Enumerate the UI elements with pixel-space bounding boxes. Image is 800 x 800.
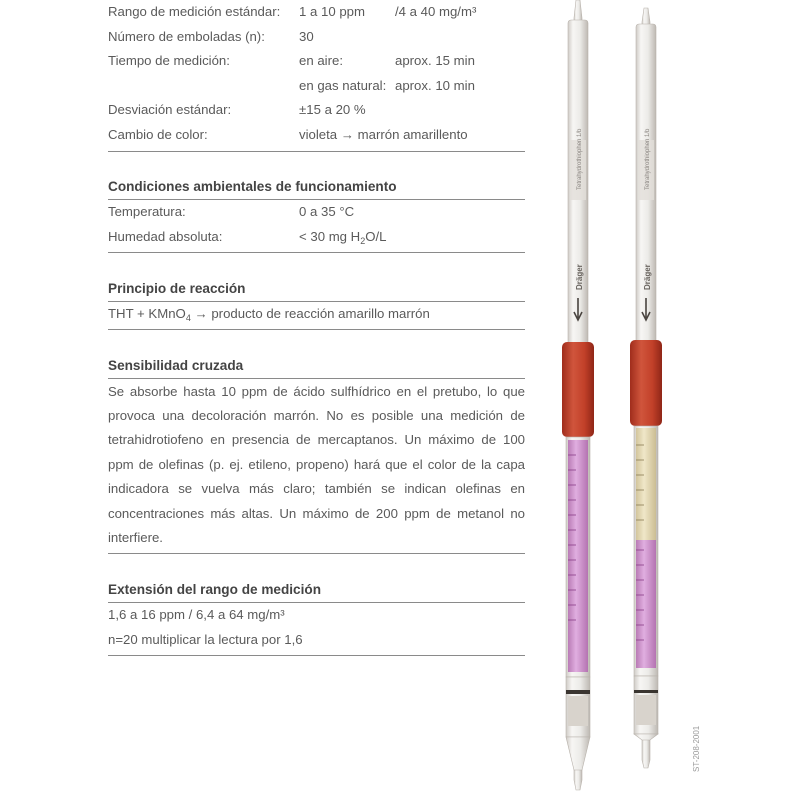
spec-sublabel: en gas natural: xyxy=(299,77,387,93)
spec-value: aprox. 10 min xyxy=(395,77,475,93)
content-column xyxy=(108,0,525,656)
spec-row-emboladas xyxy=(108,25,525,50)
divider xyxy=(108,378,525,379)
section-heading-sensibilidad: Sensibilidad cruzada xyxy=(108,357,244,373)
spec-label: Desviación estándar: xyxy=(108,102,232,117)
cond-label: Temperatura: xyxy=(108,204,186,219)
spec-row-rango xyxy=(108,0,525,25)
spec-row-tiempo-aire xyxy=(108,49,525,74)
tube-left xyxy=(562,0,594,790)
cond-label: Humedad absoluta: xyxy=(108,228,223,244)
spec-value: aprox. 15 min xyxy=(395,53,475,68)
svg-text:Tetrahydrothiophen 1/b: Tetrahydrothiophen 1/b xyxy=(645,128,651,190)
spec-value-mg: /4 a 40 mg/m³ xyxy=(395,4,477,19)
spec-value: violeta → marrón amarillento xyxy=(299,126,468,142)
spec-sublabel: en aire: xyxy=(299,53,343,68)
extension-text: 1,6 a 16 ppm / 6,4 a 64 mg/m³ xyxy=(108,607,285,623)
reaccion-row xyxy=(108,302,525,327)
sensibilidad-paragraph: Se absorbe hasta 10 ppm de ácido sulfhídrico en el pretubo, lo que provoca una decoloración marrón. No es posible una medición de tetrahidrotiofeno en presencia de mercaptanos. Un máximo de 100 ppm de olefinas (p. ej. etileno, propeno) hará que el color de la capa indicadora se vuelva más claro; también se indican olefinas en concentraciones más altas. Un máximo de 200 ppm de metanol no interfiere. xyxy=(108,383,525,545)
spec-label: Cambio de color: xyxy=(108,126,208,142)
spec-value: ±15 a 20 % xyxy=(299,102,366,117)
reaccion-text: THT + KMnO$_4$ → producto de reacción amarillo marrón xyxy=(108,306,430,323)
image-code: ST-208-2001 xyxy=(692,725,701,772)
spec-value: 1 a 10 ppm xyxy=(299,4,365,19)
section-heading-reaccion: Principio de reacción xyxy=(108,281,246,296)
svg-text:Dräger: Dräger xyxy=(643,264,652,290)
extension-text: n=20 multiplicar la lectura por 1,6 xyxy=(108,631,303,647)
section-heading-extension: Extensión del rango de medición xyxy=(108,582,322,598)
spec-label: Rango de medición estándar: xyxy=(108,4,281,19)
spec-row-tiempo-gas xyxy=(108,74,525,99)
tube-right xyxy=(630,8,662,768)
section-heading-condiciones: Condiciones ambientales de funcionamiento xyxy=(108,179,397,194)
cond-row-humedad xyxy=(108,225,525,250)
spec-label: Tiempo de medición: xyxy=(108,53,230,68)
svg-text:Dräger: Dräger xyxy=(575,264,584,290)
cond-row-temperatura xyxy=(108,200,525,225)
detector-tubes-image xyxy=(540,0,700,800)
extension-row-1 xyxy=(108,603,525,628)
svg-text:Tetrahydrothiophen 1/b: Tetrahydrothiophen 1/b xyxy=(577,128,583,190)
spec-row-desviacion xyxy=(108,98,525,123)
spec-label: Número de emboladas (n): xyxy=(108,28,265,44)
spec-value: 30 xyxy=(299,28,314,44)
cond-value: 0 a 35 °C xyxy=(299,204,355,219)
extension-row-2 xyxy=(108,628,525,653)
cond-value: < 30 mg $H_2O/L$ xyxy=(299,228,387,246)
spec-row-color xyxy=(108,123,525,148)
divider xyxy=(108,655,525,656)
